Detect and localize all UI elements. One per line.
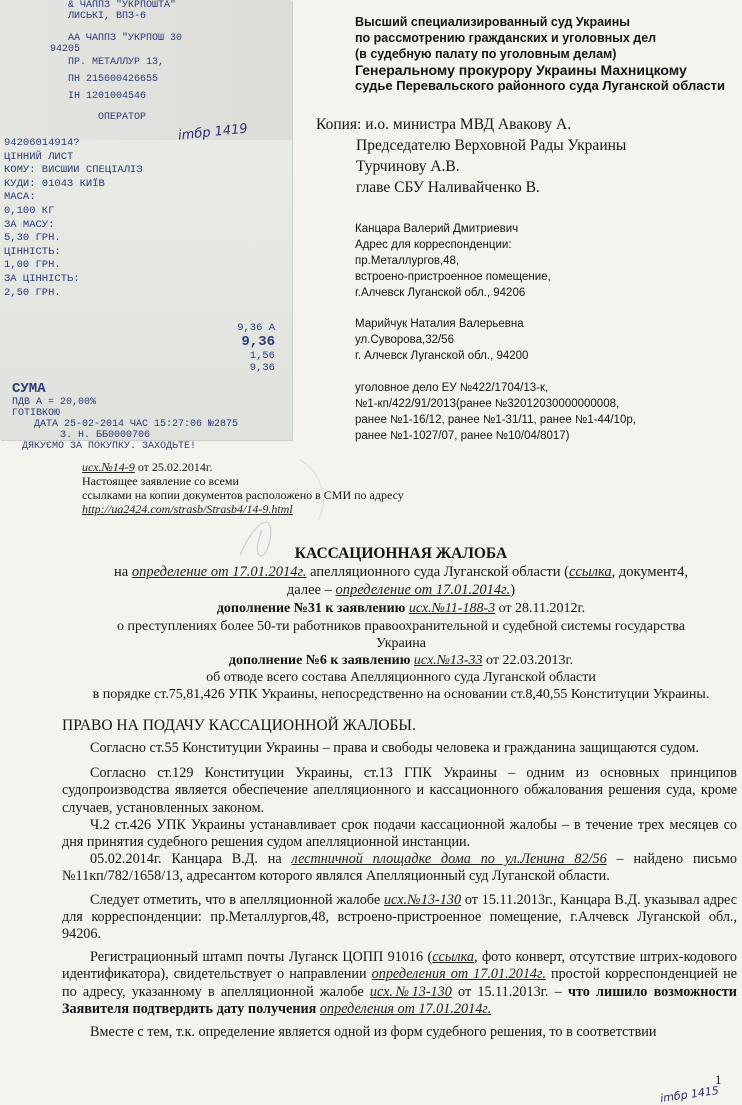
receipt-thanks: ДЯКУЄМО ЗА ПОКУПКУ. ЗАХОДЬТЕ! <box>22 441 197 452</box>
heading-bold: дополнение №6 к заявлению <box>228 653 414 668</box>
heading-text: на <box>113 564 132 580</box>
receipt-details <box>4 137 204 300</box>
copy-recipient: главе СБУ Наливайченко В. <box>356 179 540 196</box>
sender-line: Марийчук Наталия Валерьевна <box>355 318 524 330</box>
case-numbers <box>355 380 636 444</box>
copy-recipient: Председателю Верховной Рады Украины <box>356 137 627 154</box>
receipt-line: ОПЕРАТОР <box>98 112 147 123</box>
appeal-link[interactable]: исх.№13-130 <box>383 891 462 908</box>
page-number: 1 <box>715 1072 722 1087</box>
sender-line: Адрес для корреспонденции: <box>355 239 512 251</box>
handwritten-note: imбр 1415 <box>659 1083 720 1105</box>
sender-line: ул.Суворова,32/56 <box>355 334 454 346</box>
receipt-line: ПН 215600426655 <box>68 74 159 85</box>
heading-text: далее – <box>286 582 336 598</box>
heading-text: ) <box>510 582 516 598</box>
receipt-amount: 1,56 <box>249 350 275 362</box>
ref-link[interactable]: исх.№14-9 <box>82 460 135 474</box>
addressee-line: (в судебную палату по уголовным делам) <box>355 47 617 61</box>
case-line: №1-кп/422/91/2013(ранее №32012030000000008, <box>355 398 620 410</box>
paragraph-text: от 15.11.2013г. – <box>451 983 568 1000</box>
copy-label: Копия: и.о. министра МВД Авакову А. <box>316 116 572 133</box>
paragraph-text: 05.02.2014г. Канцара В.Д. на <box>90 851 292 868</box>
receipt-amount: 9,36 <box>249 362 275 374</box>
paragraph <box>62 949 737 1018</box>
paragraph-text: Следует отметить, что в апелляционной жалобе <box>90 891 384 908</box>
ruling-link[interactable]: определение от 17.01.2014г. <box>131 564 307 580</box>
sender-kantsara <box>355 221 551 301</box>
paragraph-bold: что лишило возможности Заявителя подтвердить дату получения <box>62 983 737 1017</box>
heading-line: о преступлениях более 50-ти работников правоохранительной и судебной системы государства <box>117 619 685 634</box>
copy-recipients <box>316 114 626 198</box>
receipt-line: ЗА МАСУ: <box>4 218 55 231</box>
section-title: ПРАВО НА ПОДАЧУ КАССАЦИОННОЙ ЖАЛОБЫ. <box>62 717 416 734</box>
paragraph: Ч.2 ст.426 УПК Украины устанавливает срок подачи кассационной жалобы – в течение трех месяцев со дня принятия судебного решения судом апелляционной инстанции. <box>62 816 737 851</box>
receipt-line: 1,00 ГРН. <box>4 259 61 272</box>
heading-text: от 28.11.2012г. <box>495 601 586 616</box>
addressee-line: по рассмотрению гражданских и уголовных дел <box>355 31 657 45</box>
receipt-check-number: З. Н. ББ0000706 <box>60 430 151 441</box>
statement-link[interactable]: исх.№11-188-3 <box>408 601 496 616</box>
receipt-line: КОМУ: ВИСШИИ СПЕЦІАЛІЗ <box>4 164 143 177</box>
reference-note <box>82 460 404 516</box>
heading-line <box>60 564 742 581</box>
sender-line: встроено-пристроенное помещение, <box>355 271 551 283</box>
heading-bold: дополнение №31 к заявлению <box>216 601 409 616</box>
heading-line: Украина <box>376 636 426 651</box>
postal-receipt <box>0 0 292 452</box>
prosecutor-addressee: Генеральному прокурору Украины Махницкому <box>355 62 687 78</box>
receipt-footer <box>12 382 238 452</box>
paragraph <box>62 892 737 944</box>
paragraph: Согласно ст.129 Конституции Украины, ст.13 ГПК Украины – одним из основных принципов судопроизводства является обеспечение апелляционного и кассационного обжалования решения суда, кроме случаев, установленных законом. <box>62 765 737 816</box>
case-line: ранее №1-16/12, ранее №1-31/11, ранее №1-44/10р, <box>355 414 636 426</box>
paragraph: Вместе с тем, т.к. определение является одной из форм судебного решения, то в соответствии <box>90 1024 657 1041</box>
heading-line <box>60 582 742 599</box>
paragraph-text: от 15.11.2013г., Канцара В.Д. указывал адрес для корреспонденции: пр.Металлургов,48, встроено-пристроенное помещение, г.Алчевск Луганской обл., 94206. <box>62 891 737 943</box>
heading-line <box>60 600 742 617</box>
heading-line: в порядке ст.75,81,426 УПК Украины, непосредственно на основании ст.8,40,55 Конституции Украины. <box>92 687 710 702</box>
receipt-line: ЗА ЦІННІСТЬ: <box>4 272 80 285</box>
receipt-line: 5,30 ГРН. <box>4 232 61 245</box>
receipt-line: ЦІННИЙ ЛИСТ <box>4 150 74 163</box>
note-line: ссылками на копии документов расположено в СМИ по адресу <box>82 488 404 502</box>
receipt-line: 94205 <box>50 44 81 55</box>
case-line: ранее №1-1027/07, ранее №10/04/8017) <box>355 430 570 442</box>
receipt-line: ЛИСЬКІ, ВПЗ-6 <box>68 11 147 22</box>
sender-line: г.Алчевск Луганской обл., 94206 <box>355 287 526 299</box>
case-line: уголовное дело ЕУ №422/1704/13-к, <box>355 382 549 394</box>
reference-link[interactable]: ссылка <box>568 564 612 580</box>
receipt-line: 2,50 ГРН. <box>4 286 61 299</box>
receipt-amounts <box>205 322 275 374</box>
statement-link[interactable]: исх.№13-33 <box>413 653 483 668</box>
receipt-sum-label: СУМА <box>12 381 46 397</box>
judge-addressee: судье Перевальского районного суда Луганской области <box>355 78 726 93</box>
receipt-line: ІН 1201004546 <box>68 91 147 102</box>
receipt-line: ЦІННІСТЬ: <box>4 245 61 258</box>
court-addressee <box>355 14 656 62</box>
sender-line: Канцара Валерий Дмитриевич <box>355 223 519 235</box>
copy-recipient: Турчинову А.В. <box>356 158 460 175</box>
sender-mariychuk <box>355 316 528 364</box>
other-addressees <box>355 62 725 94</box>
receipt-line: МАСА: <box>4 191 36 204</box>
receipt-line: ПР. МЕТАЛЛУР 13, <box>68 57 165 68</box>
heading-line <box>60 652 742 669</box>
reference-link[interactable]: ссылка <box>432 949 474 966</box>
heading-text: от 22.03.2013г. <box>482 653 574 668</box>
receipt-cash: ГОТІВКОЮ <box>12 408 61 419</box>
paragraph <box>62 851 737 885</box>
document-title: КАССАЦИОННАЯ ЖАЛОБА <box>294 545 508 562</box>
location-link[interactable]: лестничной площадке дома по ул.Ленина 82/56 <box>291 851 607 868</box>
receipt-line: 0,100 КГ <box>4 204 55 217</box>
media-url-link[interactable]: http://ua2424.com/strasb/Strasb4/14-9.html <box>82 502 293 516</box>
ruling-link[interactable]: определения от 17.01.2014г. <box>371 966 546 983</box>
paragraph-text: – найдено письмо №11кп/782/1658/13, адресантом которого являлся Апелляционный суд Луганской области. <box>62 851 737 885</box>
appeal-link[interactable]: исх.№13-130 <box>369 983 452 1000</box>
body-text <box>62 740 737 1041</box>
addressee-line: Высший специализированный суд Украины <box>355 15 630 29</box>
heading-text: , документ4, <box>611 564 688 580</box>
ruling-link[interactable]: определение от 17.01.2014г. <box>335 582 511 598</box>
receipt-header <box>50 0 183 123</box>
receipt-line: КУДИ: 01043 КИЇВ <box>4 177 105 190</box>
receipt-line <box>68 22 182 33</box>
paragraph: Согласно ст.55 Конституции Украины – права и свободы человека и гражданина защищаются судом. <box>90 740 699 756</box>
paragraph-text: простой корреспонденцией не по адресу, указанному в апелляционной жалобе <box>62 966 737 1000</box>
receipt-amount: 9,36 А <box>237 322 275 334</box>
sender-line: г. Алчевск Луганской обл., 94200 <box>355 350 529 362</box>
handwritten-note: imбр 1419 <box>177 121 249 144</box>
heading-text: апелляционного суда Луганской области ( <box>306 564 569 580</box>
receipt-line: АА ЧАППЗ "УКРПОШ 30 <box>68 33 183 44</box>
receipt-vat: ПДВ А = 20,00% <box>12 397 97 408</box>
receipt-line: & ЧАППЗ "УКРПОШТА" <box>68 0 177 11</box>
receipt-datetime: ДАТА 25-02-2014 ЧАС 15:27:06 №2875 <box>34 419 239 430</box>
ref-date: от 25.02.2014г. <box>134 460 213 474</box>
ruling-link[interactable]: определения от 17.01.2014г. <box>319 1000 492 1017</box>
receipt-line: 94206014914? <box>4 137 80 149</box>
sender-line: пр.Металлургов,48, <box>355 255 460 267</box>
note-line: Настоящее заявление со всеми <box>82 474 239 488</box>
receipt-total: 9,36 <box>241 334 275 350</box>
paragraph-text: Регистрационный штамп почты Луганск ЦОПП 91016 ( <box>90 949 433 966</box>
paragraph-text: , фото конверт, отсутствие штрих-кодового идентификатора), свидетельствует о направлении <box>62 949 737 983</box>
heading-line: об отводе всего состава Апелляционного суда Луганской области <box>206 670 596 685</box>
